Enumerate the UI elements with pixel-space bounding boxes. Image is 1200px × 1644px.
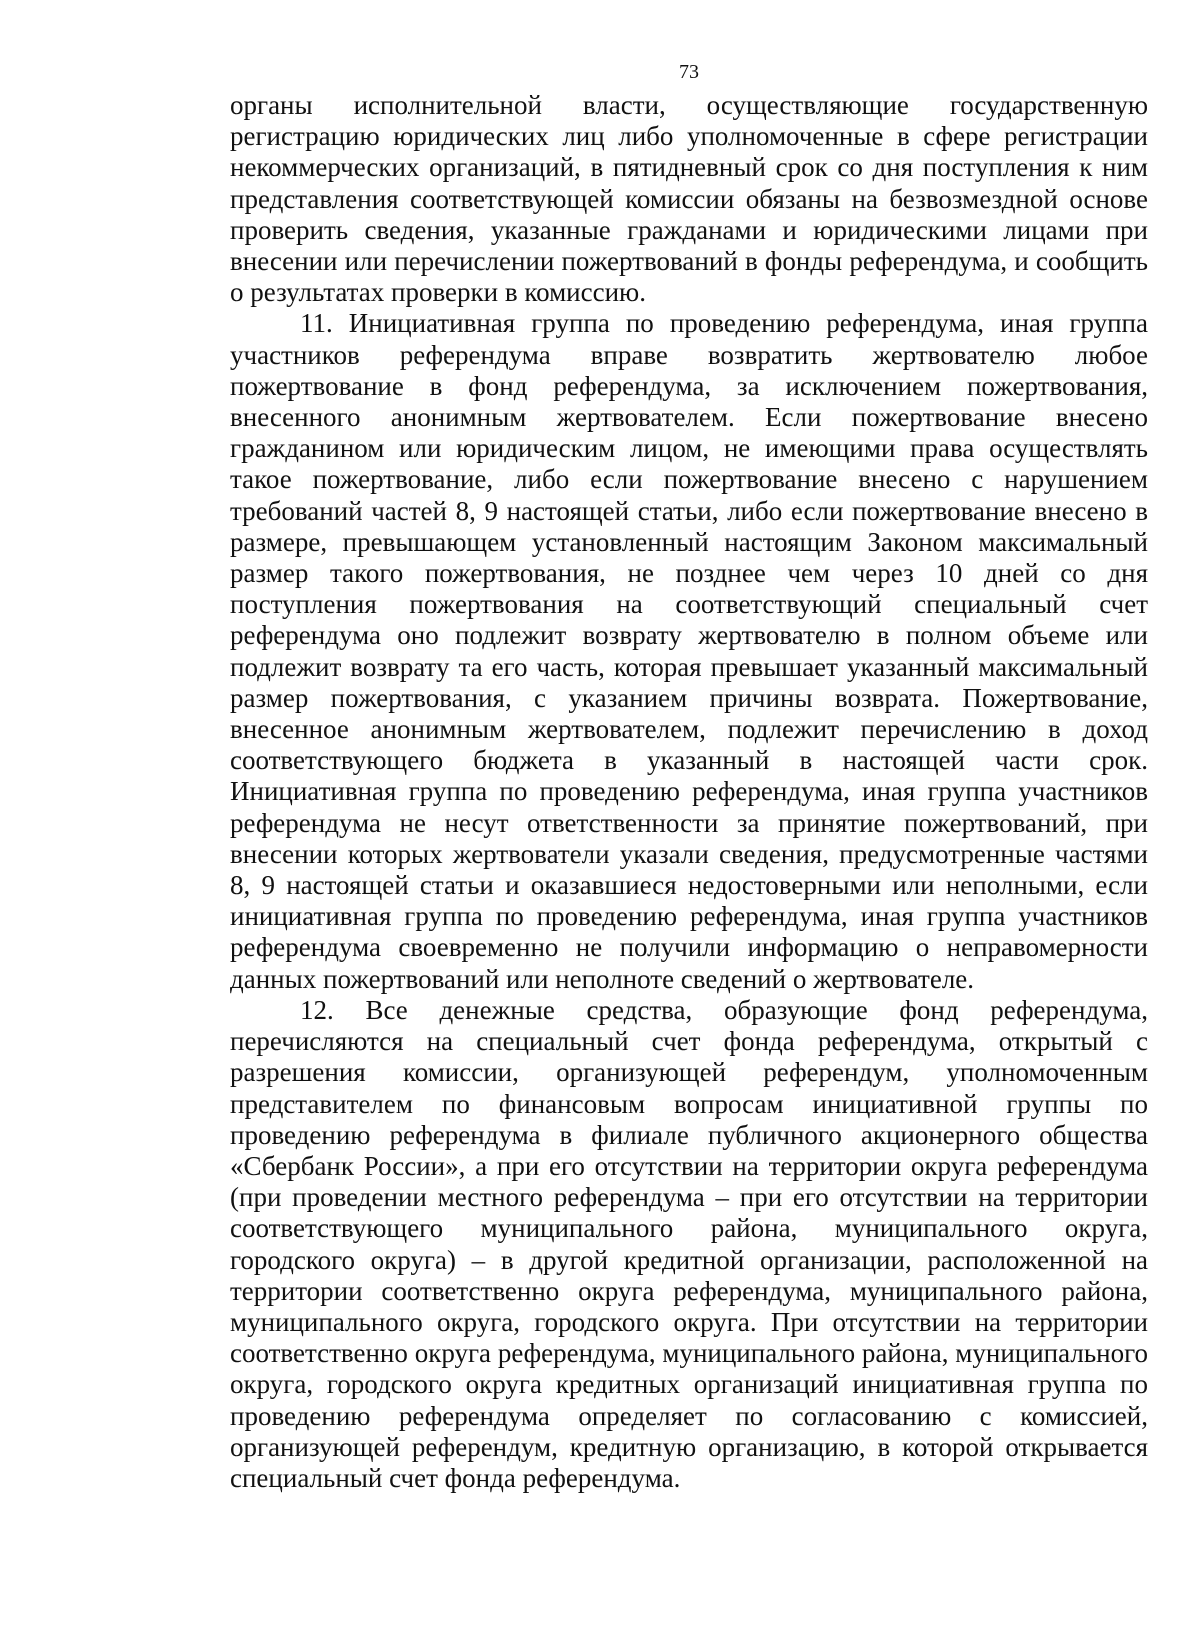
paragraph-continuation: органы исполнительной власти, осуществляющие государственную регистрацию юридических лиц либо уполномоченные в сфере регистрации некоммерческих организаций, в пятидневный срок со дня поступления к ним представления соответствующей комиссии обязаны на безвозмездной основе проверить сведения, указанные гражданами и юридическими лицами при внесении или перечислении пожертвований в фонды референдума, и сообщить о результатах проверки в комиссию. xyxy=(230,90,1148,308)
document-page xyxy=(230,58,1148,1494)
paragraph-11: 11. Инициативная группа по проведению референдума, иная группа участников референдума вправе возвратить жертвователю любое пожертвование в фонд референдума, за исключением пожертвования, внесенного анонимным жертвователем. Если пожертвование внесено гражданином или юридическим лицом, не имеющими права осуществлять такое пожертвование, либо если пожертвование внесено с нарушением требований частей 8, 9 настоящей статьи, либо если пожертвование внесено в размере, превышающем установленный настоящим Законом максимальный размер такого пожертвования, не позднее чем через 10 дней со дня поступления пожертвования на соответствующий специальный счет референдума оно подлежит возврату жертвователю в полном объеме или подлежит возврату та его часть, которая превышает указанный максимальный размер пожертвования, с указанием причины возврата. Пожертвование, внесенное анонимным жертвователем, подлежит перечислению в доход соответствующего бюджета в указанный в настоящей части срок. Инициативная группа по проведению референдума, иная группа участников референдума не несут ответственности за принятие пожертвований, при внесении которых жертвователи указали сведения, предусмотренные частями 8, 9 настоящей статьи и оказавшиеся недостоверными или неполными, если инициативная группа по проведению референдума, иная группа участников референдума своевременно не получили информацию о неправомерности данных пожертвований или неполноте сведений о жертвователе. xyxy=(230,308,1148,994)
paragraph-12: 12. Все денежные средства, образующие фонд референдума, перечисляются на специальный счет фонда референдума, открытый с разрешения комиссии, организующей референдум, уполномоченным представителем по финансовым вопросам инициативной группы по проведению референдума в филиале публичного акционерного общества «Сбербанк России», а при его отсутствии на территории округа референдума (при проведении местного референдума – при его отсутствии на территории соответствующего муниципального района, муниципального округа, городского округа) – в другой кредитной организации, расположенной на территории соответственно округа референдума, муниципального района, муниципального округа, городского округа. При отсутствии на территории соответственно округа референдума, муниципального района, муниципального округа, городского округа кредитных организаций инициативная группа по проведению референдума определяет по согласованию с комиссией, организующей референдум, кредитную организацию, в которой открывается специальный счет фонда референдума. xyxy=(230,994,1148,1493)
page-number: 73 xyxy=(679,61,699,83)
